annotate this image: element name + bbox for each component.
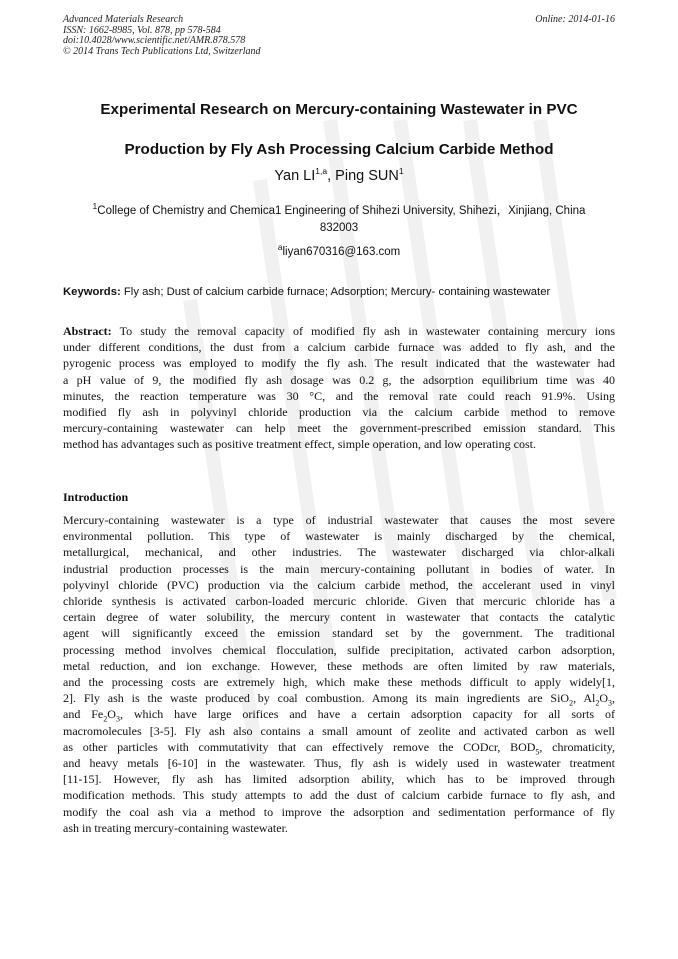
body-text: 2]. Fly ash is the waste produced by coal combustion. Among its main ingredients are SiO [63, 691, 570, 706]
body-line [63, 706, 615, 722]
affiliation-line-1: College of Chemistry and Chemica1 Engineering of Shihezi University, Shihezi，Xinjiang, China [97, 205, 586, 217]
body-text: , chromaticity, [539, 739, 615, 754]
abstract-line: minutes, the reaction temperature was 30 °C, and the removal rate could reach 91.9%. Using [63, 388, 615, 403]
body-line: polyvinyl chloride (PVC) production via the calcium carbide method, the accelerant used in vinyl [63, 577, 615, 592]
keywords-label: Keywords: [63, 286, 121, 298]
subscript: 2 [595, 698, 600, 708]
body-line [63, 690, 615, 706]
affiliation [63, 203, 615, 237]
abstract [63, 323, 615, 453]
author-email [63, 242, 615, 258]
body-line: Mercury-containing wastewater is a type of industrial wastewater that causes the most severe [63, 513, 615, 527]
doi-line: doi:10.4028/www.scientific.net/AMR.878.578 [63, 35, 246, 46]
body-line: macromolecules [3-5]. Fly ash also contains a small amount of zeolite and activated carbon as well [63, 723, 615, 738]
body-line: [11-15]. However, fly ash has limited adsorption ability, which has to be improved through [63, 772, 615, 787]
body-text: O [107, 707, 116, 722]
body-line: and the processing costs are extremely high, which make these methods difficult to apply widely[1, [63, 675, 615, 690]
body-line: chloride synthesis is activated carbon-loaded mercuric chloride. Given that mercuric chloride has a [63, 594, 615, 609]
email-mark: a [277, 242, 283, 253]
subscript: 3 [608, 698, 612, 708]
online-date: Online: 2014-01-16 [535, 14, 615, 25]
abstract-label: Abstract: [63, 324, 112, 338]
body-line: environmental pollution. This type of wastewater is mainly discharged by the chemical, [63, 529, 615, 544]
email-address: liyan670316@163.com [282, 246, 401, 258]
body-line: metallurgical, mechanical, and other industries. The wastewater discharged via chlor-alkali [63, 545, 615, 560]
subscript: 5 [535, 747, 540, 757]
abstract-line: under different conditions, the dust from a calcium carbide furnace was added to fly ash, and the [63, 340, 615, 355]
affiliation-mark: 1 [92, 201, 98, 212]
body-line: and heavy metals [6-10] in the wastewater. Thus, fly ash is widely used in wastewater treatment [63, 756, 615, 771]
abstract-line: modified fly ash in polyvinyl chloride production via the calcium carbide method to remove [63, 405, 615, 420]
body-text: , Al [573, 691, 596, 706]
abstract-line: method has advantages such as positive treatment effect, simple operation, and low operating cost. [63, 437, 536, 452]
journal-header [63, 15, 615, 57]
paper-title [63, 90, 615, 170]
copyright-line: © 2014 Trans Tech Publications Ltd, Switzerland [63, 45, 261, 57]
abstract-line: pyrogenic process was employed to modify the fly ash. The result indicated that the wastewater had [63, 356, 615, 371]
issn-line: ISSN: 1662-8985, Vol. 878, pp 578-584 [63, 24, 221, 36]
body-line [63, 739, 615, 755]
body-text: O [599, 691, 608, 706]
title-line-1: Experimental Research on Mercury-containing Wastewater in PVC [100, 101, 578, 118]
abstract-line: a pH value of 9, the modified fly ash dosage was 0.2 g, the adsorption equilibrium time was 40 [63, 372, 615, 387]
author-list [63, 168, 615, 184]
body-text: , [612, 691, 615, 706]
body-line: metal reduction, and ion exchange. However, these methods are often limited by raw materials, [63, 658, 615, 673]
author-name: Yan LI [274, 168, 316, 184]
body-line: ash in treating mercury-containing wastewater. [63, 820, 288, 835]
body-text: as other particles with commutativity that can effectively remove the CODcr, BOD [63, 739, 536, 754]
introduction-body [63, 512, 615, 836]
body-line: certain degree of water solubility, the mercury content in wastewater that contacts the catalytic [63, 610, 615, 625]
body-line: industrial production processes is the main mercury-containing pollutant in bodies of water. In [63, 561, 615, 576]
author-separator: , [327, 168, 336, 184]
abstract-line: mercury-containing wastewater can help meet the government-prescribed emission standard. This [63, 421, 615, 436]
section-heading-introduction: Introduction [63, 490, 129, 504]
body-text: , which have large orifices and have a certain adsorption capacity for all sorts of [119, 707, 615, 722]
body-line: agent will significantly exceed the emission standard set by the government. The traditional [63, 626, 615, 641]
keywords-text: Fly ash; Dust of calcium carbide furnace; Adsorption; Mercury- containing wastewater [120, 286, 551, 298]
subscript: 2 [569, 698, 574, 708]
subscript: 3 [115, 714, 120, 724]
body-text: and Fe [63, 707, 104, 722]
body-line: processing method involves chemical flocculation, sulfide precipitation, activated carbon adsorption, [63, 642, 615, 657]
body-line: modify the coal ash via a method to improve the adsorption and sedimentation performance of fly [63, 804, 615, 819]
subscript: 2 [103, 714, 108, 724]
title-line-2: Production by Fly Ash Processing Calcium Carbide Method [124, 141, 554, 158]
body-line: modification methods. This study attempts to add the dust of calcium carbide furnace to fly ash, and [63, 788, 615, 803]
journal-name: Advanced Materials Research [63, 14, 184, 25]
keywords [63, 286, 615, 298]
author-name: Ping SUN [335, 168, 399, 184]
abstract-line: To study the removal capacity of modified fly ash in wastewater containing mercury ions [111, 324, 615, 338]
author-affiliation-mark: 1 [398, 166, 404, 177]
affiliation-line-2: 832003 [319, 222, 359, 234]
author-affiliation-mark: 1,a [315, 166, 328, 177]
